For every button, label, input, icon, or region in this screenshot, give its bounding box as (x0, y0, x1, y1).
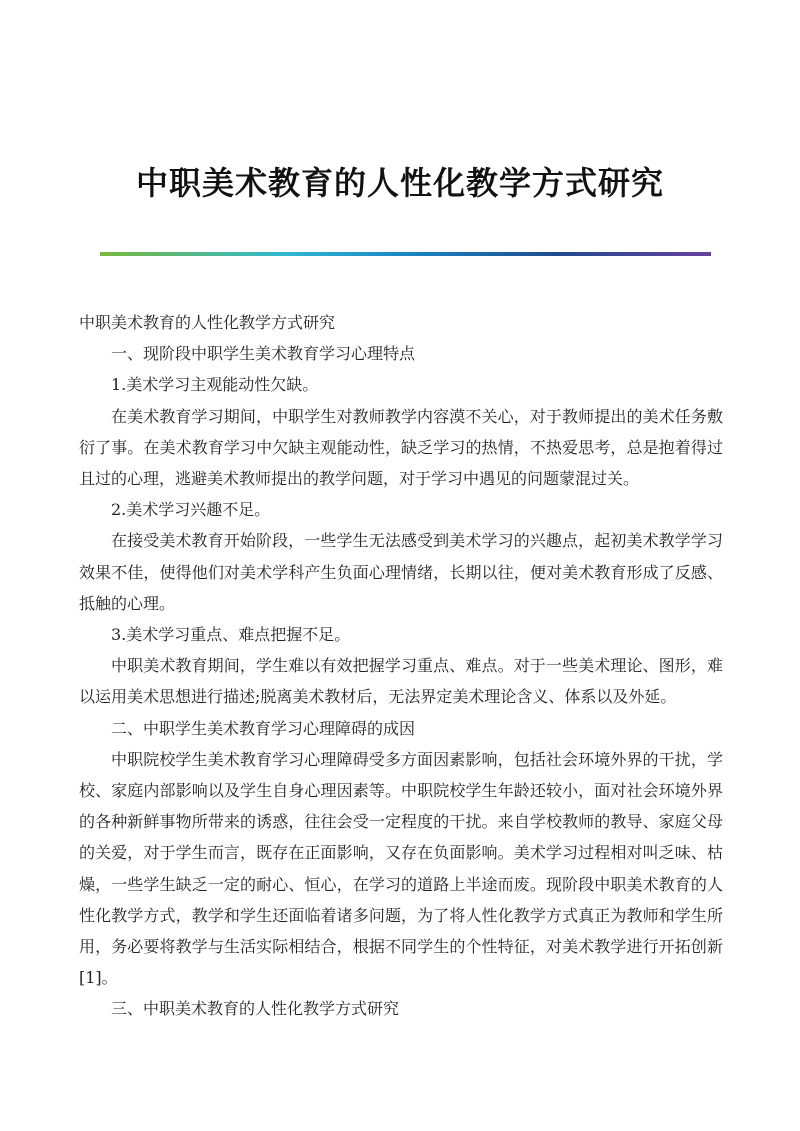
subheading-3: 3.美术学习重点、难点把握不足。 (111, 625, 351, 645)
title-divider (100, 252, 711, 256)
section-heading-3: 三、中职美术教育的人性化教学方式研究 (111, 999, 400, 1019)
paragraph: 中职美术教育期间，学生难以有效把握学习重点、难点。对于一些美术理论、图形，难以运用美术思想进行描述;脱离美术教材后，无法界定美术理论含义、体系以及外延。 (79, 656, 723, 707)
section-heading-2: 二、中职学生美术教育学习心理障碍的成因 (111, 718, 416, 738)
section-heading-1: 一、现阶段中职学生美术教育学习心理特点 (111, 344, 416, 364)
paragraph: 中职院校学生美术教育学习心理障碍受多方面因素影响，包括社会环境外界的干扰，学校、家庭内部影响以及学生自身心理因素等。中职院校学生年龄还较小，面对社会环境外界的各种新鲜事物所带来的诱惑，往往会受一定程度的干扰。来自学校教师的教导、家庭父母的关爱，对于学生而言，既存在正面影响，又存在负面影响。美术学习过程相对叫乏味、枯燥，一些学生缺乏一定的耐心、恒心，在学习的道路上半途而废。现阶段中职美术教育的人性化教学方式，教学和学生还面临着诸多问题，为了将人性化教学方式真正为教师和学生所用，务必要将教学与生活实际相结合，根据不同学生的个性特征，对美术教学进行开拓创新[1]。 (79, 749, 723, 988)
subheading-1: 1.美术学习主观能动性欠缺。 (111, 375, 319, 395)
subheading-2: 2.美术学习兴趣不足。 (111, 500, 271, 520)
paragraph: 在美术教育学习期间，中职学生对教师教学内容漠不关心，对于教师提出的美术任务敷衍了事。在美术教育学习中欠缺主观能动性，缺乏学习的热情，不热爱思考，总是抱着得过且过的心理，逃避美术教师提出的教学问题，对于学习中遇见的问题蒙混过关。 (79, 406, 723, 489)
document-title: 中职美术教育的人性化教学方式研究 (135, 164, 664, 202)
document-body (79, 307, 723, 1025)
paragraph-subtitle: 中职美术教育的人性化教学方式研究 (79, 313, 336, 332)
paragraph: 在接受美术教育开始阶段，一些学生无法感受到美术学习的兴趣点，起初美术教学学习效果不佳，使得他们对美术学科产生负面心理情绪，长期以往，便对美术教育形成了反感、抵触的心理。 (79, 531, 723, 613)
